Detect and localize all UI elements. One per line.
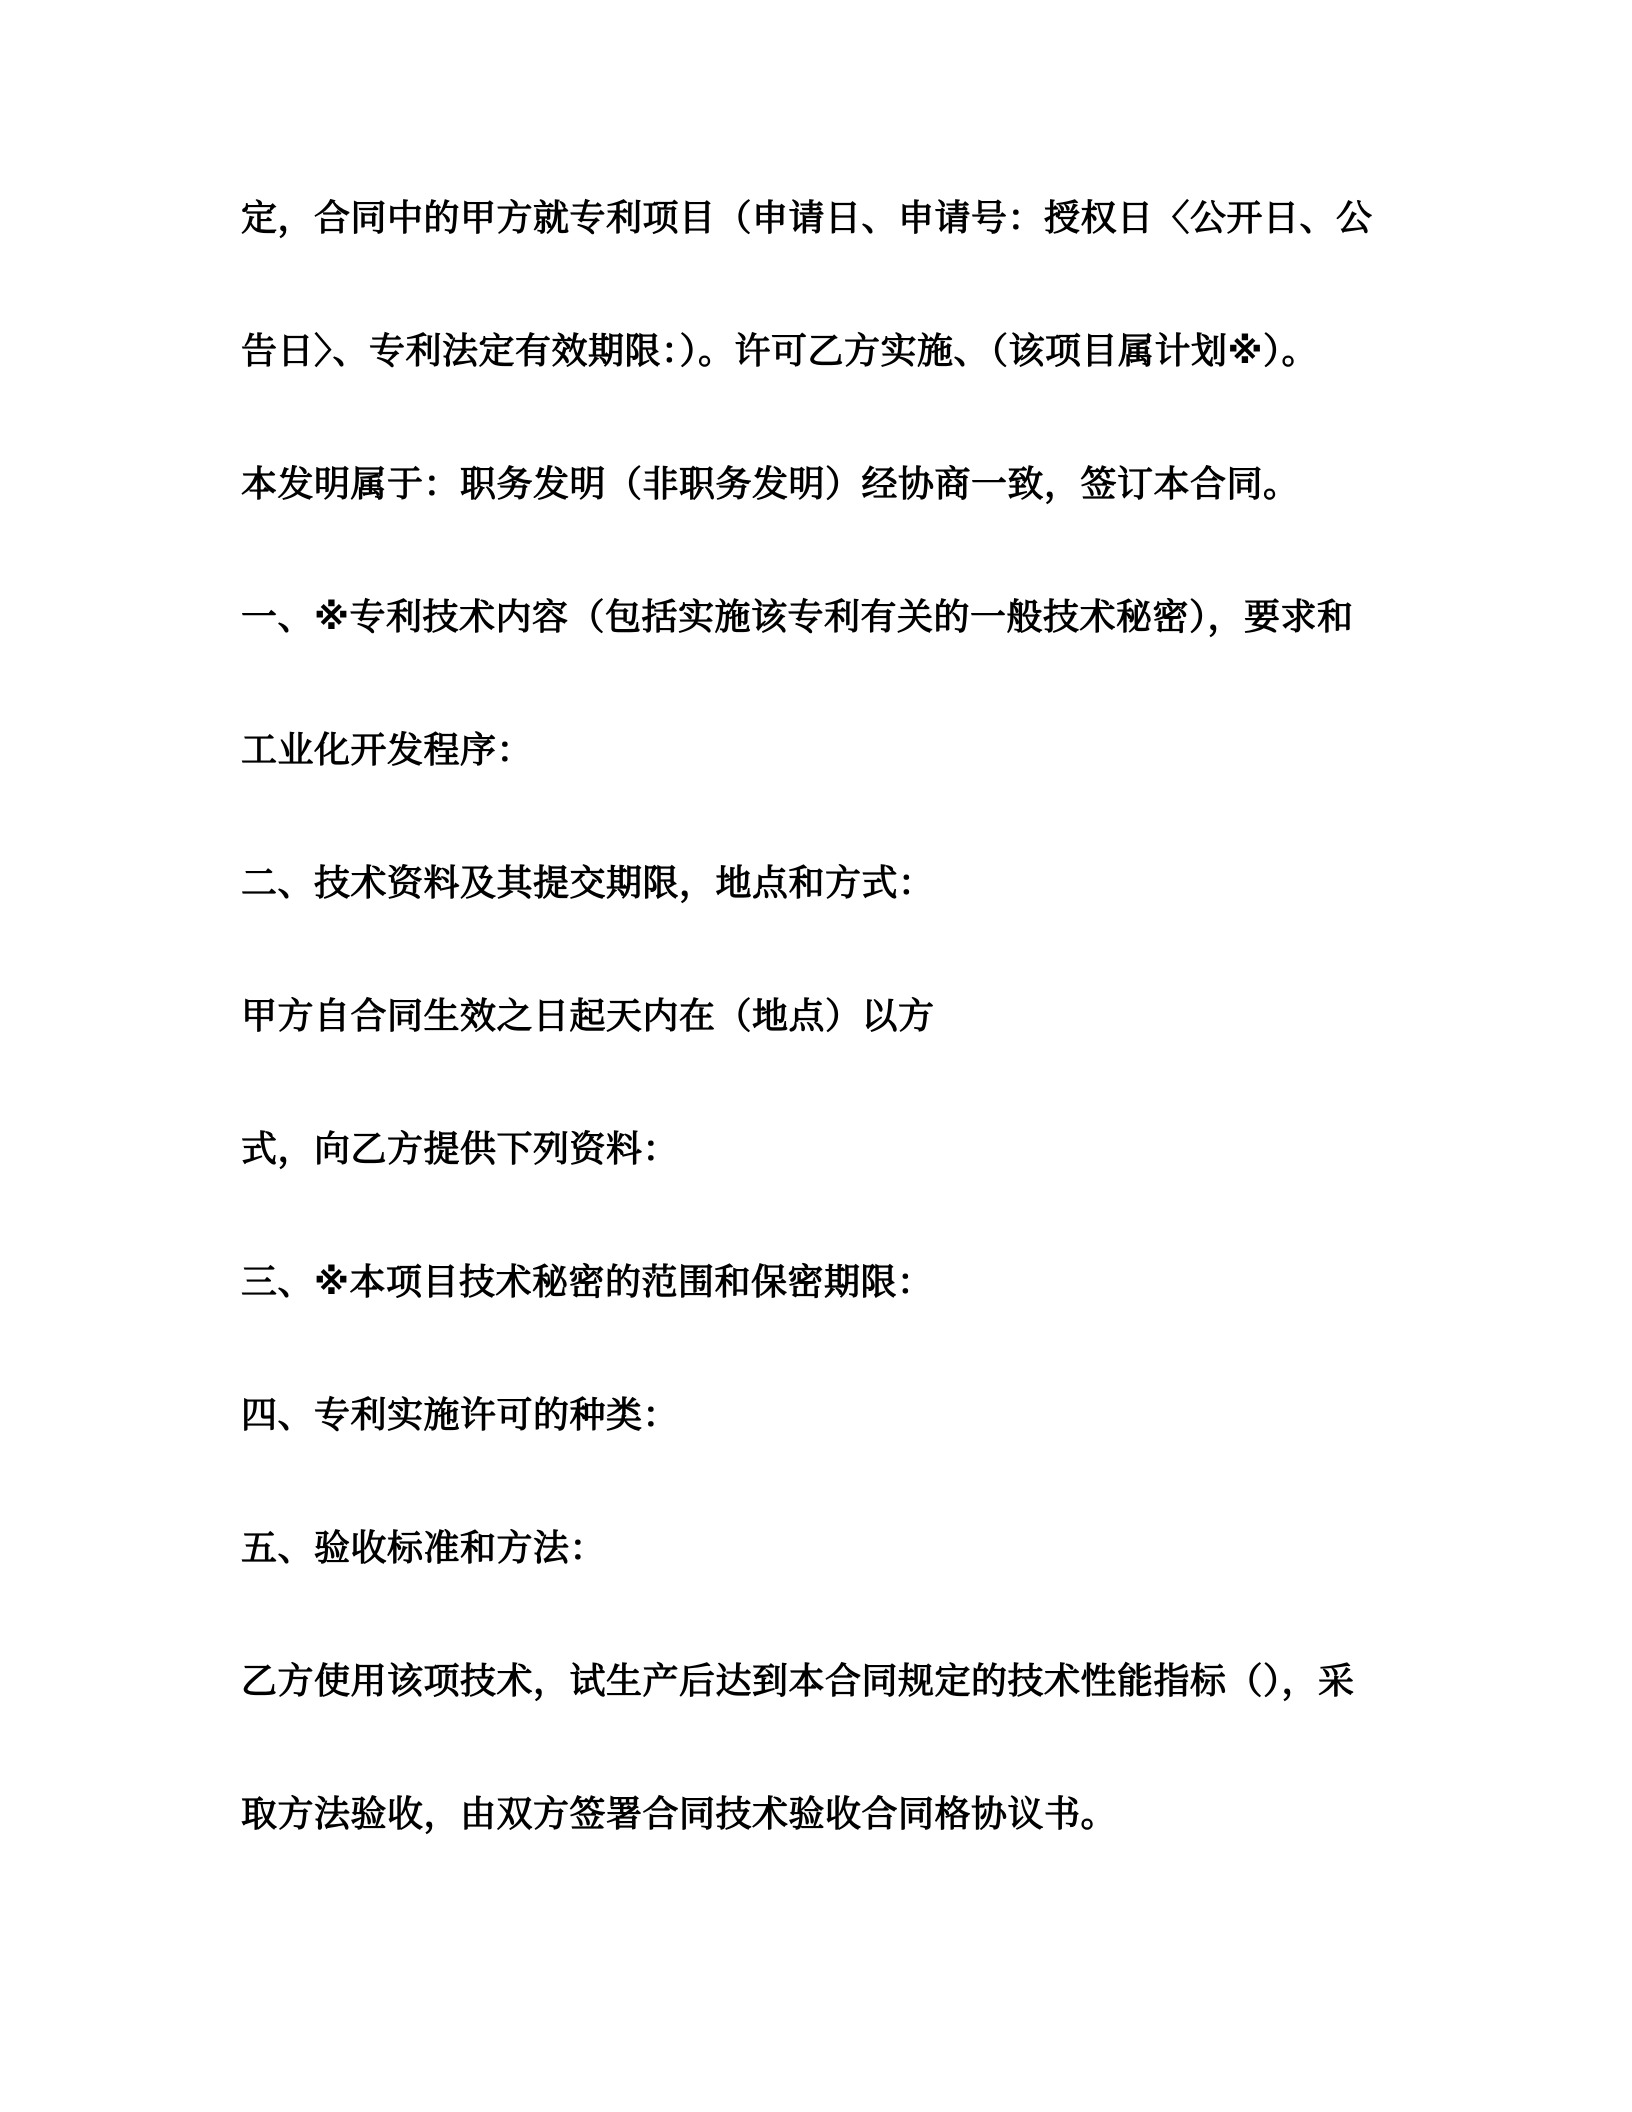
section-heading-5: 五、验收标准和方法： [241,1528,607,1569]
text-line: 式，向乙方提供下列资料： [241,1129,680,1170]
section-heading-3: 三、※本项目技术秘密的范围和保密期限： [241,1262,934,1303]
text-line: 定，合同中的甲方就专利项目（申请日、申请号：授权日〈公开日、公 [241,198,1373,239]
text-line: 本发明属于：职务发明（非职务发明）经协商一致，签订本合同。 [241,464,1300,505]
text-line: 告日〉、专利法定有效期限：）。许可乙方实施、（该项目属计划※）。 [241,331,1318,372]
document-body [241,183,1401,1912]
text-line: 取方法验收，由双方签署合同技术验收合同格协议书。 [241,1794,1118,1835]
section-heading-2: 二、技术资料及其提交期限，地点和方式： [241,863,935,904]
text-line: 工业化开发程序： [241,730,534,771]
section-heading-1: 一、※专利技术内容（包括实施该专利有关的一般技术秘密），要求和 [241,597,1354,638]
text-line: 乙方使用该项技术，试生产后达到本合同规定的技术性能指标（），采 [241,1661,1355,1702]
section-heading-4: 四、专利实施许可的种类： [241,1395,680,1436]
text-line: 甲方自合同生效之日起天内在（地点）以方 [241,996,935,1037]
